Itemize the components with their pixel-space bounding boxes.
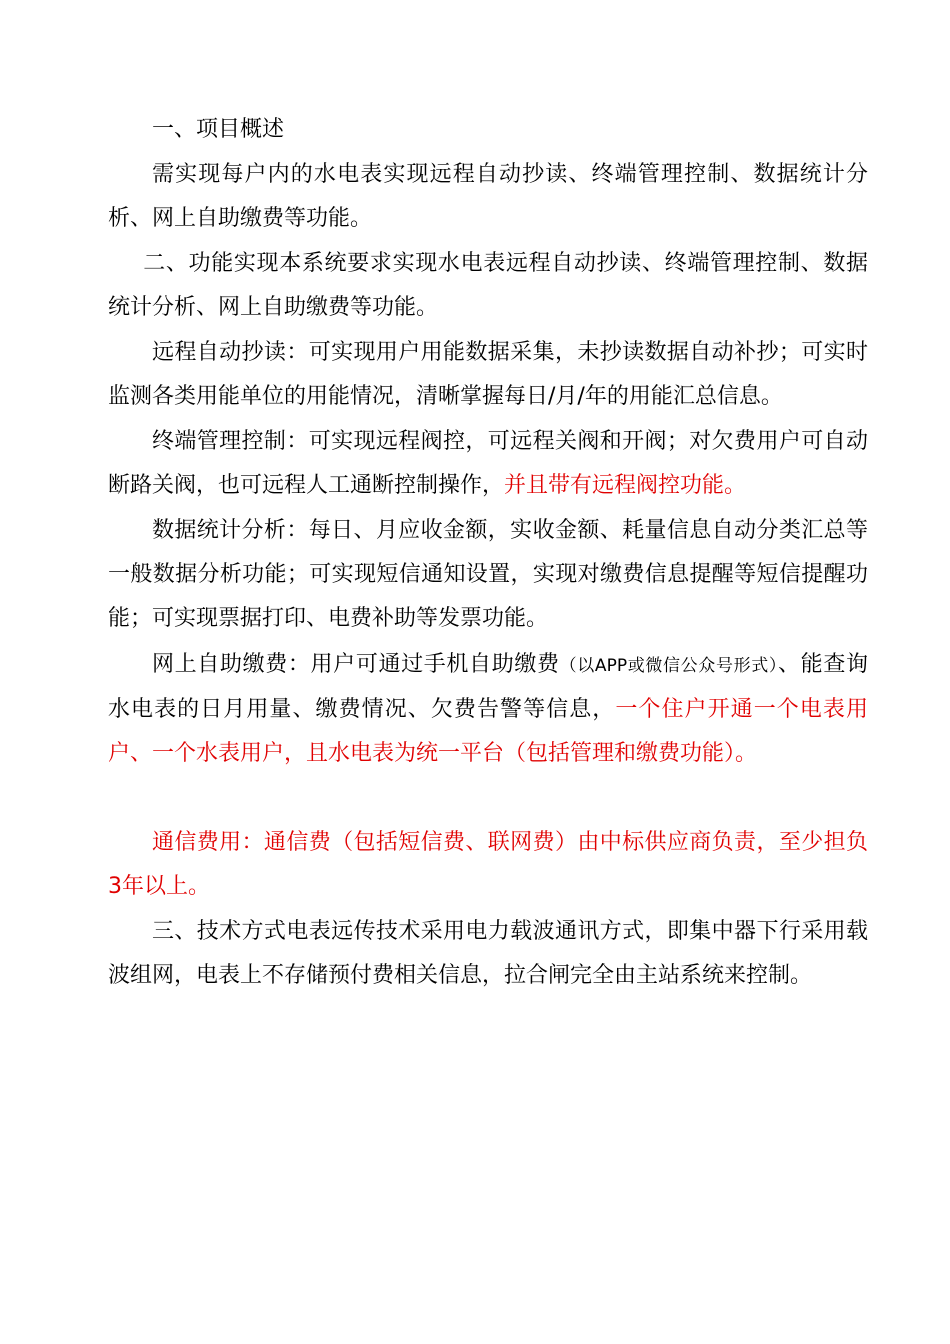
paragraph-terminal-control (108, 420, 868, 508)
paragraph-statistics (108, 509, 868, 641)
highlight-text: 通信费用：通信费（包括短信费、联网费）由中标供应商负责，至少担负3年以上。 (108, 830, 868, 899)
paragraph-text: 需实现每户内的水电表实现远程自动抄读、终端管理控制、数据统计分析、网上自助缴费等功能。 (108, 162, 868, 231)
highlight-text: 并且带有远程阀控功能。 (504, 473, 747, 498)
paragraph-note: （以APP或微信公众号形式） (559, 656, 779, 676)
paragraph-text: 数据统计分析：每日、月应收金额，实收金额、耗量信息自动分类汇总等一般数据分析功能；可实现短信通知设置，实现对缴费信息提醒等短信提醒功能；可实现票据打印、电费补助等发票功能。 (108, 518, 868, 631)
paragraph-text: 、能查询水电表的日月用量、缴费情况、欠费告警等信息， (108, 652, 868, 722)
section-heading-functions (108, 242, 868, 330)
heading-text: 二、功能实现本系统要求实现水电表远程自动抄读、终端管理控制、数据统计分析、网上自助缴费等功能。 (108, 251, 868, 320)
paragraph-overview (108, 153, 868, 241)
heading-text: 一、项目概述 (152, 117, 285, 142)
paragraph-text: 远程自动抄读：可实现用户用能数据采集，未抄读数据自动补抄；可实时监测各类用能单位的用能情况，清晰掌握每日/月/年的用能汇总信息。 (108, 340, 868, 409)
section-heading-technology (108, 910, 868, 998)
section-heading-overview (108, 108, 868, 152)
paragraph-remote-reading (108, 331, 868, 419)
highlight-text: 一个住户开通一个电表用户、一个水表用户，且水电表为统一平台（包括管理和缴费功能）。 (108, 697, 868, 766)
paragraph-online-payment (108, 643, 868, 776)
paragraph-communication-fee (108, 821, 868, 909)
paragraph-text: 网上自助缴费：用户可通过手机自助缴费 (152, 652, 560, 677)
heading-text: 三、技术方式电表远传技术采用电力载波通讯方式，即集中器下行采用载波组网，电表上不存储预付费相关信息，拉合闸完全由主站系统来控制。 (108, 919, 868, 988)
paragraph-text: 终端管理控制：可实现远程阀控，可远程关阀和开阀；对欠费用户可自动断路关阀，也可远程人工通断控制操作， (108, 429, 868, 498)
